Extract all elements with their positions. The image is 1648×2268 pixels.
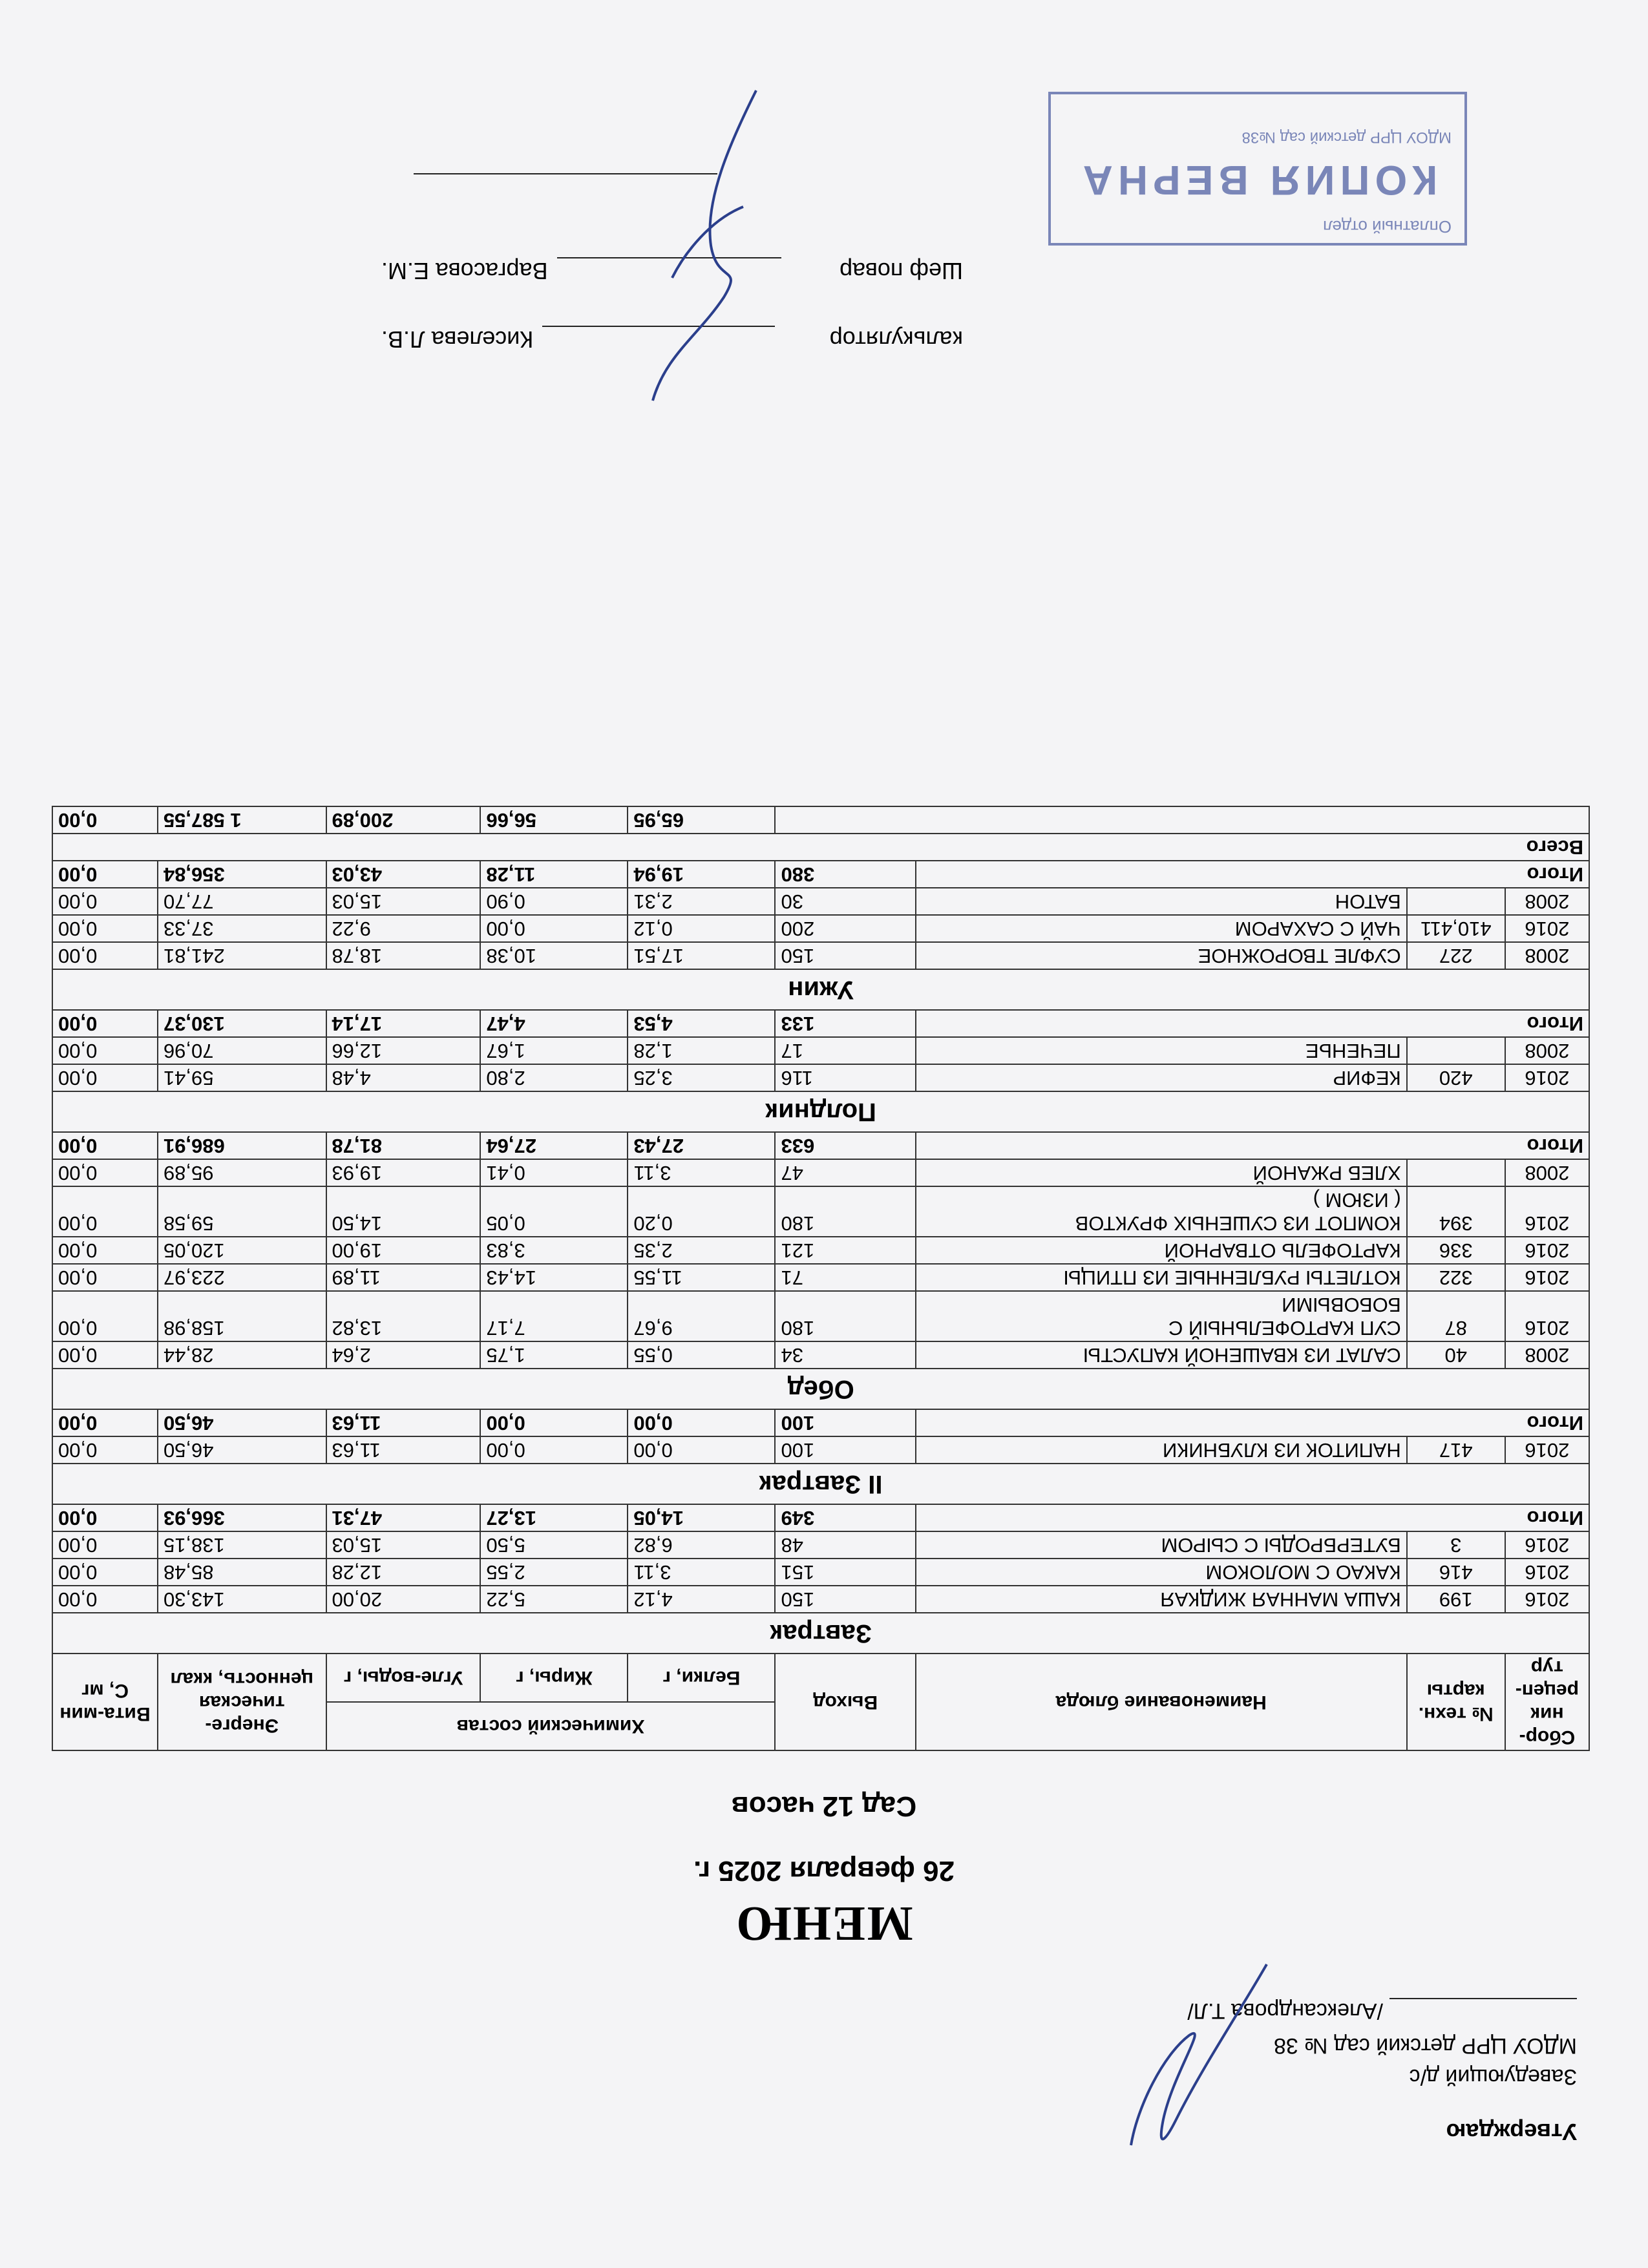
cell-card: 87	[1407, 1291, 1505, 1341]
cell-card	[1407, 888, 1505, 915]
total-label: Итого	[916, 1409, 1589, 1436]
cell-collection: 2016	[1505, 1559, 1589, 1586]
cell-energy: 59,41	[158, 1064, 326, 1091]
menu-table-wrap	[52, 806, 1590, 1751]
cell-collection: 2008	[1505, 888, 1589, 915]
header-fat: Жиры, г	[480, 1654, 628, 1702]
cell-fat: 2,55	[480, 1559, 628, 1586]
cell-yield: 200	[775, 915, 915, 942]
cell-yield: 30	[775, 888, 915, 915]
total-vitamin: 0,00	[52, 1010, 158, 1037]
cell-collection: 2008	[1505, 1159, 1589, 1186]
total-label: Итого	[916, 1010, 1589, 1037]
stamp-main-text: КОПИЯ ВЕРНА	[1077, 157, 1438, 204]
grand-total-vitamin: 0,00	[52, 806, 158, 834]
cell-protein: 9,67	[628, 1291, 775, 1341]
cell-yield: 180	[775, 1186, 915, 1237]
cell-card: 336	[1407, 1237, 1505, 1264]
cell-vitamin: 0,00	[52, 915, 158, 942]
cell-dish: ХЛЕБ РЖАНОЙ	[916, 1159, 1407, 1186]
total-fat: 11,28	[480, 861, 628, 888]
table-row	[52, 1159, 1589, 1186]
cell-collection: 2008	[1505, 942, 1589, 969]
approval-signature-scribble	[1118, 1958, 1286, 2158]
cell-carbs: 2,64	[326, 1341, 481, 1369]
approval-label: Утверждаю	[1446, 2119, 1577, 2145]
cell-carbs: 4,48	[326, 1064, 481, 1091]
total-row	[52, 1409, 1589, 1436]
total-protein: 19,94	[628, 861, 775, 888]
grand-total-carbs: 200,89	[326, 806, 481, 834]
cell-collection: 2016	[1505, 1237, 1589, 1264]
cell-fat: 5,22	[480, 1586, 628, 1613]
cell-carbs: 14,50	[326, 1186, 481, 1237]
total-carbs: 11,63	[326, 1409, 481, 1436]
menu-table-body	[52, 806, 1589, 1654]
approval-name: /Александрова Т.Л/	[1187, 1999, 1383, 2023]
total-protein: 0,00	[628, 1409, 775, 1436]
section-header-row	[52, 1464, 1589, 1504]
cell-dish: КАША МАННАЯ ЖИДКАЯ	[916, 1586, 1407, 1613]
section-header-row	[52, 1091, 1589, 1132]
total-vitamin: 0,00	[52, 1504, 158, 1531]
table-row	[52, 1436, 1589, 1464]
menu-date: 26 февраля 2025 г.	[693, 1855, 955, 1887]
table-row	[52, 1237, 1589, 1264]
cell-fat: 0,00	[480, 915, 628, 942]
table-row	[52, 942, 1589, 969]
cell-yield: 100	[775, 1436, 915, 1464]
cell-protein: 17,51	[628, 942, 775, 969]
cell-dish: САЛАТ ИЗ КВАШЕНОЙ КАПУСТЫ	[916, 1341, 1407, 1369]
cell-protein: 0,20	[628, 1186, 775, 1237]
total-vitamin: 0,00	[52, 861, 158, 888]
total-energy: 356,84	[158, 861, 326, 888]
cell-yield: 151	[775, 1559, 915, 1586]
total-fat: 0,00	[480, 1409, 628, 1436]
cell-carbs: 11,63	[326, 1436, 481, 1464]
menu-table	[52, 806, 1590, 1751]
total-vitamin: 0,00	[52, 1132, 158, 1159]
header-dish: Наименование блюда	[916, 1654, 1407, 1750]
cell-carbs: 9,22	[326, 915, 481, 942]
table-row	[52, 1586, 1589, 1613]
cell-fat: 0,05	[480, 1186, 628, 1237]
cell-vitamin: 0,00	[52, 942, 158, 969]
grand-total-label: Всего	[52, 834, 1589, 861]
cell-vitamin: 0,00	[52, 888, 158, 915]
cell-yield: 47	[775, 1159, 915, 1186]
cell-protein: 11,55	[628, 1264, 775, 1291]
total-yield: 380	[775, 861, 915, 888]
cell-vitamin: 0,00	[52, 1341, 158, 1369]
total-fat: 27,64	[480, 1132, 628, 1159]
cell-carbs: 12,66	[326, 1037, 481, 1064]
copy-stamp	[1048, 92, 1467, 246]
cell-energy: 120,05	[158, 1237, 326, 1264]
total-row	[52, 861, 1589, 888]
total-energy: 130,37	[158, 1010, 326, 1037]
cell-vitamin: 0,00	[52, 1291, 158, 1341]
total-energy: 46,50	[158, 1409, 326, 1436]
cell-energy: 138,15	[158, 1531, 326, 1559]
total-carbs: 43,03	[326, 861, 481, 888]
cell-protein: 2,35	[628, 1237, 775, 1264]
section-title: Полдник	[52, 1091, 1589, 1132]
cell-dish: КАРТОФЕЛЬ ОТВАРНОЙ	[916, 1237, 1407, 1264]
menu-title: МЕНЮ	[735, 1896, 913, 1951]
cell-yield: 121	[775, 1237, 915, 1264]
cell-fat: 7,17	[480, 1291, 628, 1341]
total-fat: 4,47	[480, 1010, 628, 1037]
cell-collection: 2016	[1505, 1064, 1589, 1091]
cell-carbs: 12,28	[326, 1559, 481, 1586]
section-header-row	[52, 1613, 1589, 1654]
cell-fat: 0,00	[480, 1436, 628, 1464]
cell-protein: 3,11	[628, 1159, 775, 1186]
cell-carbs: 19,93	[326, 1159, 481, 1186]
grand-total-row	[52, 834, 1589, 861]
cell-yield: 71	[775, 1264, 915, 1291]
total-carbs: 81,78	[326, 1132, 481, 1159]
cell-collection: 2016	[1505, 1291, 1589, 1341]
cell-vitamin: 0,00	[52, 1159, 158, 1186]
section-title: Обед	[52, 1369, 1589, 1409]
cell-protein: 2,31	[628, 888, 775, 915]
cell-fat: 2,80	[480, 1064, 628, 1091]
header-carbs: Угле-воды, г	[326, 1654, 481, 1702]
cell-dish: БУТЕРБРОДЫ С СЫРОМ	[916, 1531, 1407, 1559]
total-carbs: 47,31	[326, 1504, 481, 1531]
cell-collection: 2016	[1505, 1531, 1589, 1559]
cell-vitamin: 0,00	[52, 1559, 158, 1586]
signature-name: Киселева Л.В.	[381, 326, 534, 353]
cell-yield: 116	[775, 1064, 915, 1091]
cell-fat: 14,43	[480, 1264, 628, 1291]
approval-position: Заведующий д/с	[1409, 2064, 1577, 2089]
cell-yield: 150	[775, 942, 915, 969]
grand-total-fat: 56,66	[480, 806, 628, 834]
total-label: Итого	[916, 1504, 1589, 1531]
cell-fat: 10,38	[480, 942, 628, 969]
cell-card: 416	[1407, 1559, 1505, 1586]
table-row	[52, 1037, 1589, 1064]
cell-energy: 223,97	[158, 1264, 326, 1291]
total-yield: 349	[775, 1504, 915, 1531]
menu-subtitle: Сад 12 часов	[731, 1790, 917, 1822]
cell-energy: 28,44	[158, 1341, 326, 1369]
cell-protein: 4,12	[628, 1586, 775, 1613]
header-vitamin: Вита-мин С, мг	[52, 1654, 158, 1750]
total-protein: 27,43	[628, 1132, 775, 1159]
staff-signature-scribble	[627, 78, 782, 414]
total-label: Итого	[916, 1132, 1589, 1159]
cell-vitamin: 0,00	[52, 1186, 158, 1237]
cell-collection: 2016	[1505, 1264, 1589, 1291]
cell-vitamin: 0,00	[52, 1531, 158, 1559]
cell-dish: КОМПОТ ИЗ СУШЕНЫХ ФРУКТОВ ( ИЗЮМ )	[916, 1186, 1407, 1237]
cell-carbs: 19,00	[326, 1237, 481, 1264]
total-protein: 14,05	[628, 1504, 775, 1531]
cell-dish: КЕФИР	[916, 1064, 1407, 1091]
grand-total-values-row	[52, 806, 1589, 834]
header-protein: Белки, г	[628, 1654, 775, 1702]
table-row	[52, 1531, 1589, 1559]
cell-vitamin: 0,00	[52, 1586, 158, 1613]
section-title: Ужин	[52, 969, 1589, 1010]
total-fat: 13,27	[480, 1504, 628, 1531]
cell-collection: 2016	[1505, 915, 1589, 942]
cell-yield: 48	[775, 1531, 915, 1559]
cell-fat: 5,50	[480, 1531, 628, 1559]
total-vitamin: 0,00	[52, 1409, 158, 1436]
cell-fat: 3,83	[480, 1237, 628, 1264]
cell-fat: 0,41	[480, 1159, 628, 1186]
total-row	[52, 1010, 1589, 1037]
total-yield: 133	[775, 1010, 915, 1037]
cell-fat: 1,67	[480, 1037, 628, 1064]
cell-energy: 46,50	[158, 1436, 326, 1464]
cell-collection: 2008	[1505, 1341, 1589, 1369]
cell-collection: 2016	[1505, 1436, 1589, 1464]
cell-dish: БАТОН	[916, 888, 1407, 915]
table-row	[52, 1291, 1589, 1341]
cell-dish: ЧАЙ С САХАРОМ	[916, 915, 1407, 942]
cell-yield: 34	[775, 1341, 915, 1369]
total-energy: 366,93	[158, 1504, 326, 1531]
cell-energy: 85,48	[158, 1559, 326, 1586]
cell-yield: 150	[775, 1586, 915, 1613]
cell-collection: 2016	[1505, 1586, 1589, 1613]
total-energy: 686,91	[158, 1132, 326, 1159]
cell-carbs: 11,89	[326, 1264, 481, 1291]
stamp-bottom-line: МДОУ ЦРР детский сад №38	[1241, 129, 1452, 146]
cell-card	[1407, 1037, 1505, 1064]
cell-vitamin: 0,00	[52, 1037, 158, 1064]
approval-signature-line	[1389, 1998, 1577, 2025]
table-row	[52, 1559, 1589, 1586]
header-chem: Химический состав	[326, 1702, 776, 1750]
signature-role: калькулятор	[829, 326, 963, 353]
header-yield: Выход	[775, 1654, 915, 1750]
cell-protein: 0,55	[628, 1341, 775, 1369]
table-header-row	[52, 1702, 1589, 1750]
cell-energy: 158,98	[158, 1291, 326, 1341]
total-yield: 100	[775, 1409, 915, 1436]
cell-protein: 1,28	[628, 1037, 775, 1064]
cell-dish: СУФЛЕ ТВОРОЖНОЕ	[916, 942, 1407, 969]
grand-total-energy: 1 587,55	[158, 806, 326, 834]
header-energy: Энерге-тическая ценность, ккал	[158, 1654, 326, 1750]
approval-organization: МДОУ ЦРР детский сад № 38	[1273, 2033, 1577, 2058]
cell-dish: КАКАО С МОЛОКОМ	[916, 1559, 1407, 1586]
cell-protein: 3,11	[628, 1559, 775, 1586]
signature-name: Варгасова Е.М.	[381, 258, 548, 284]
cell-card: 420	[1407, 1064, 1505, 1091]
header-collection: Сбор-ник рецеп-тур	[1505, 1654, 1589, 1750]
section-header-row	[52, 969, 1589, 1010]
cell-carbs: 18,78	[326, 942, 481, 969]
total-row	[52, 1132, 1589, 1159]
total-protein: 4,53	[628, 1010, 775, 1037]
cell-protein: 6,82	[628, 1531, 775, 1559]
total-carbs: 17,14	[326, 1010, 481, 1037]
cell-carbs: 20,00	[326, 1586, 481, 1613]
cell-energy: 95,89	[158, 1159, 326, 1186]
cell-vitamin: 0,00	[52, 1436, 158, 1464]
total-row	[52, 1504, 1589, 1531]
cell-card: 227	[1407, 942, 1505, 969]
cell-card: 322	[1407, 1264, 1505, 1291]
cell-card: 3	[1407, 1531, 1505, 1559]
total-label: Итого	[916, 861, 1589, 888]
cell-energy: 70,96	[158, 1037, 326, 1064]
table-row	[52, 915, 1589, 942]
cell-card: 40	[1407, 1341, 1505, 1369]
cell-fat: 0,90	[480, 888, 628, 915]
cell-energy: 37,33	[158, 915, 326, 942]
cell-energy: 241,81	[158, 942, 326, 969]
cell-card: 417	[1407, 1436, 1505, 1464]
cell-dish: СУП КАРТОФЕЛЬНЫЙ С БОБОВЫМИ	[916, 1291, 1407, 1341]
cell-protein: 0,00	[628, 1436, 775, 1464]
cell-protein: 3,25	[628, 1064, 775, 1091]
section-title: II Завтрак	[52, 1464, 1589, 1504]
cell-dish: НАПИТОК ИЗ КЛУБНИКИ	[916, 1436, 1407, 1464]
section-header-row	[52, 1369, 1589, 1409]
cell-energy: 59,58	[158, 1186, 326, 1237]
cell-yield: 17	[775, 1037, 915, 1064]
cell-collection: 2016	[1505, 1186, 1589, 1237]
cell-vitamin: 0,00	[52, 1264, 158, 1291]
table-row	[52, 1064, 1589, 1091]
table-row	[52, 888, 1589, 915]
section-title: Завтрак	[52, 1613, 1589, 1654]
signature-role: Шеф повар	[840, 258, 963, 284]
cell-fat: 1,75	[480, 1341, 628, 1369]
cell-card: 410,411	[1407, 915, 1505, 942]
cell-carbs: 15,03	[326, 888, 481, 915]
cell-protein: 0,12	[628, 915, 775, 942]
cell-card: 394	[1407, 1186, 1505, 1237]
cell-card: 199	[1407, 1586, 1505, 1613]
cell-vitamin: 0,00	[52, 1064, 158, 1091]
cell-yield: 180	[775, 1291, 915, 1341]
grand-total-spacer	[775, 806, 1589, 834]
table-row	[52, 1341, 1589, 1369]
cell-dish: КОТЛЕТЫ РУБЛЕННЫЕ ИЗ ПТИЦЫ	[916, 1264, 1407, 1291]
cell-vitamin: 0,00	[52, 1237, 158, 1264]
cell-energy: 77,70	[158, 888, 326, 915]
cell-carbs: 13,82	[326, 1291, 481, 1341]
table-row	[52, 1186, 1589, 1237]
cell-dish: ПЕЧЕНЬЕ	[916, 1037, 1407, 1064]
table-row	[52, 1264, 1589, 1291]
cell-carbs: 15,03	[326, 1531, 481, 1559]
cell-card	[1407, 1159, 1505, 1186]
cell-energy: 143,30	[158, 1586, 326, 1613]
stamp-top-line: Оплатный отдел	[1323, 217, 1452, 236]
cell-collection: 2008	[1505, 1037, 1589, 1064]
total-yield: 633	[775, 1132, 915, 1159]
grand-total-protein: 65,95	[628, 806, 775, 834]
header-card: № техн. карты	[1407, 1654, 1505, 1750]
